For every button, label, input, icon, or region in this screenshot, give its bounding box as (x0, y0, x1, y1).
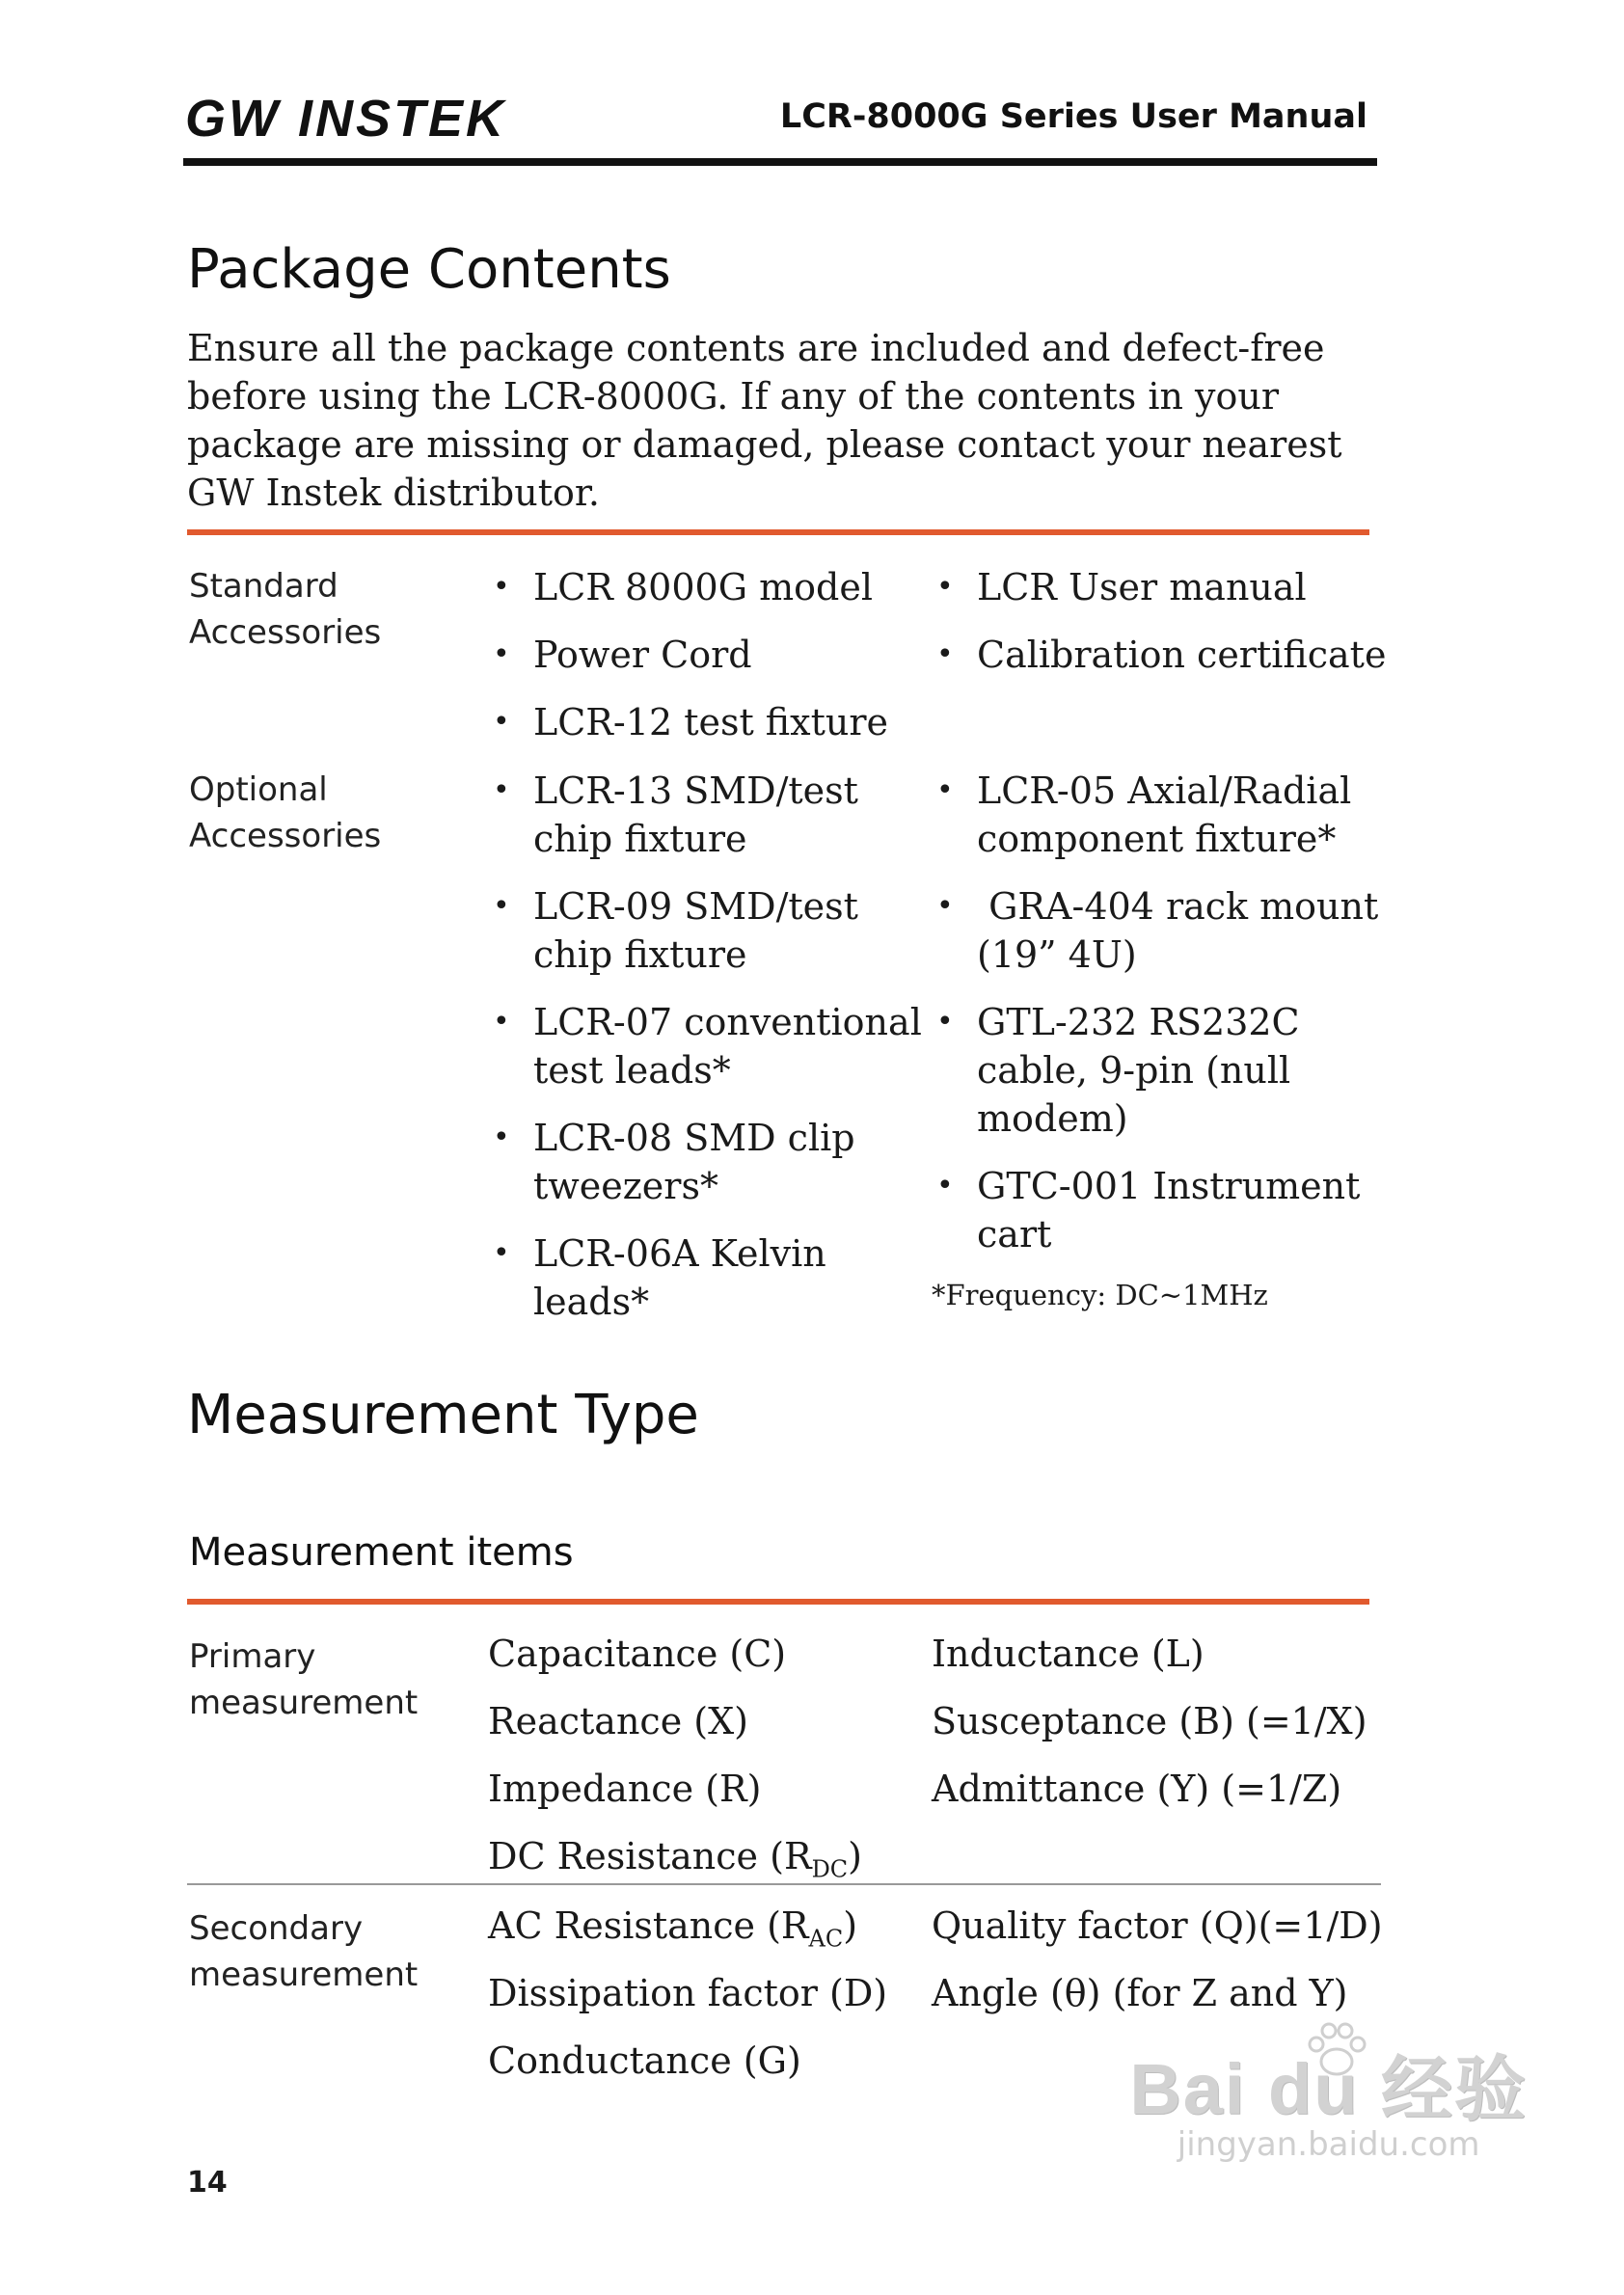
page-number: 14 (187, 2166, 228, 2200)
list-item: • LCR-07 conventional test leads* (493, 1001, 922, 1092)
brand-logo: GW INSTEK (185, 90, 506, 148)
package-contents-heading: Package Contents (187, 238, 671, 301)
secondary-measurement-label: Secondary measurement (189, 1909, 419, 1994)
primary-measurement-label: Primary measurement (189, 1637, 419, 1722)
list-item: • LCR-08 SMD clip tweezers* (493, 1117, 855, 1207)
document-title: LCR-8000G Series User Manual (779, 97, 1367, 136)
list-item: • Calibration certificate (936, 634, 1387, 676)
row-divider (187, 1883, 1381, 1885)
measurement-item: Impedance (R) (488, 1768, 762, 1810)
list-item: • LCR User manual (936, 566, 1307, 608)
measurement-type-heading: Measurement Type (187, 1384, 699, 1446)
standard-accessories-label: Standard Accessories (189, 567, 382, 652)
list-item: • LCR-12 test fixture (493, 701, 888, 743)
measurement-item: Admittance (Y) (=1/Z) (932, 1768, 1342, 1810)
measurement-item: Capacitance (C) (488, 1633, 787, 1675)
measurement-item: Reactance (X) (488, 1700, 748, 1742)
list-item: • Power Cord (493, 634, 752, 676)
watermark: Bai du 经验 jingyan.baidu.com (1129, 2054, 1528, 2165)
list-item: • LCR-09 SMD/test chip fixture (493, 885, 858, 976)
measurement-item: DC Resistance $(R_{DC})$ (488, 1835, 862, 1883)
measurement-rule (187, 1599, 1369, 1605)
list-item: • LCR-13 SMD/test chip fixture (493, 770, 858, 860)
header-rule (183, 158, 1377, 166)
list-item: • LCR 8000G model (493, 566, 874, 608)
measurement-item: AC Resistance $(R_{AC})$ (488, 1904, 858, 1953)
list-item: • LCR-06A Kelvin leads* (493, 1232, 826, 1323)
package-intro: Ensure all the package contents are included and defect-free before using the LCR-8000G. If any of the contents in your package are missing or damaged, please contact your nearest GW Instek distributor. (187, 327, 1342, 514)
paw-icon (1303, 2019, 1370, 2081)
list-item: • LCR-05 Axial/Radial component fixture* (936, 770, 1352, 860)
list-item: • GRA-404 rack mount (19” 4U) (936, 885, 1379, 976)
measurement-item: Susceptance (B) (=1/X) (932, 1700, 1367, 1742)
package-rule (187, 529, 1369, 535)
list-item: • GTL-232 RS232C cable, 9-pin (null modem) (936, 1001, 1300, 1140)
measurement-item: Quality factor (Q)(=1/D) (932, 1904, 1383, 1947)
list-item: • GTC-001 Instrument cart (936, 1165, 1361, 1256)
measurement-item: Inductance (L) (932, 1633, 1204, 1675)
measurement-item: Angle (θ) (for Z and Y) (932, 1972, 1348, 2014)
frequency-note: *Frequency: DC~1MHz (932, 1279, 1268, 1311)
measurement-item: Dissipation factor (D) (488, 1972, 888, 2014)
measurement-item: Conductance (G) (488, 2039, 801, 2082)
measurement-items-heading: Measurement items (189, 1530, 574, 1575)
optional-accessories-label: Optional Accessories (189, 770, 382, 855)
